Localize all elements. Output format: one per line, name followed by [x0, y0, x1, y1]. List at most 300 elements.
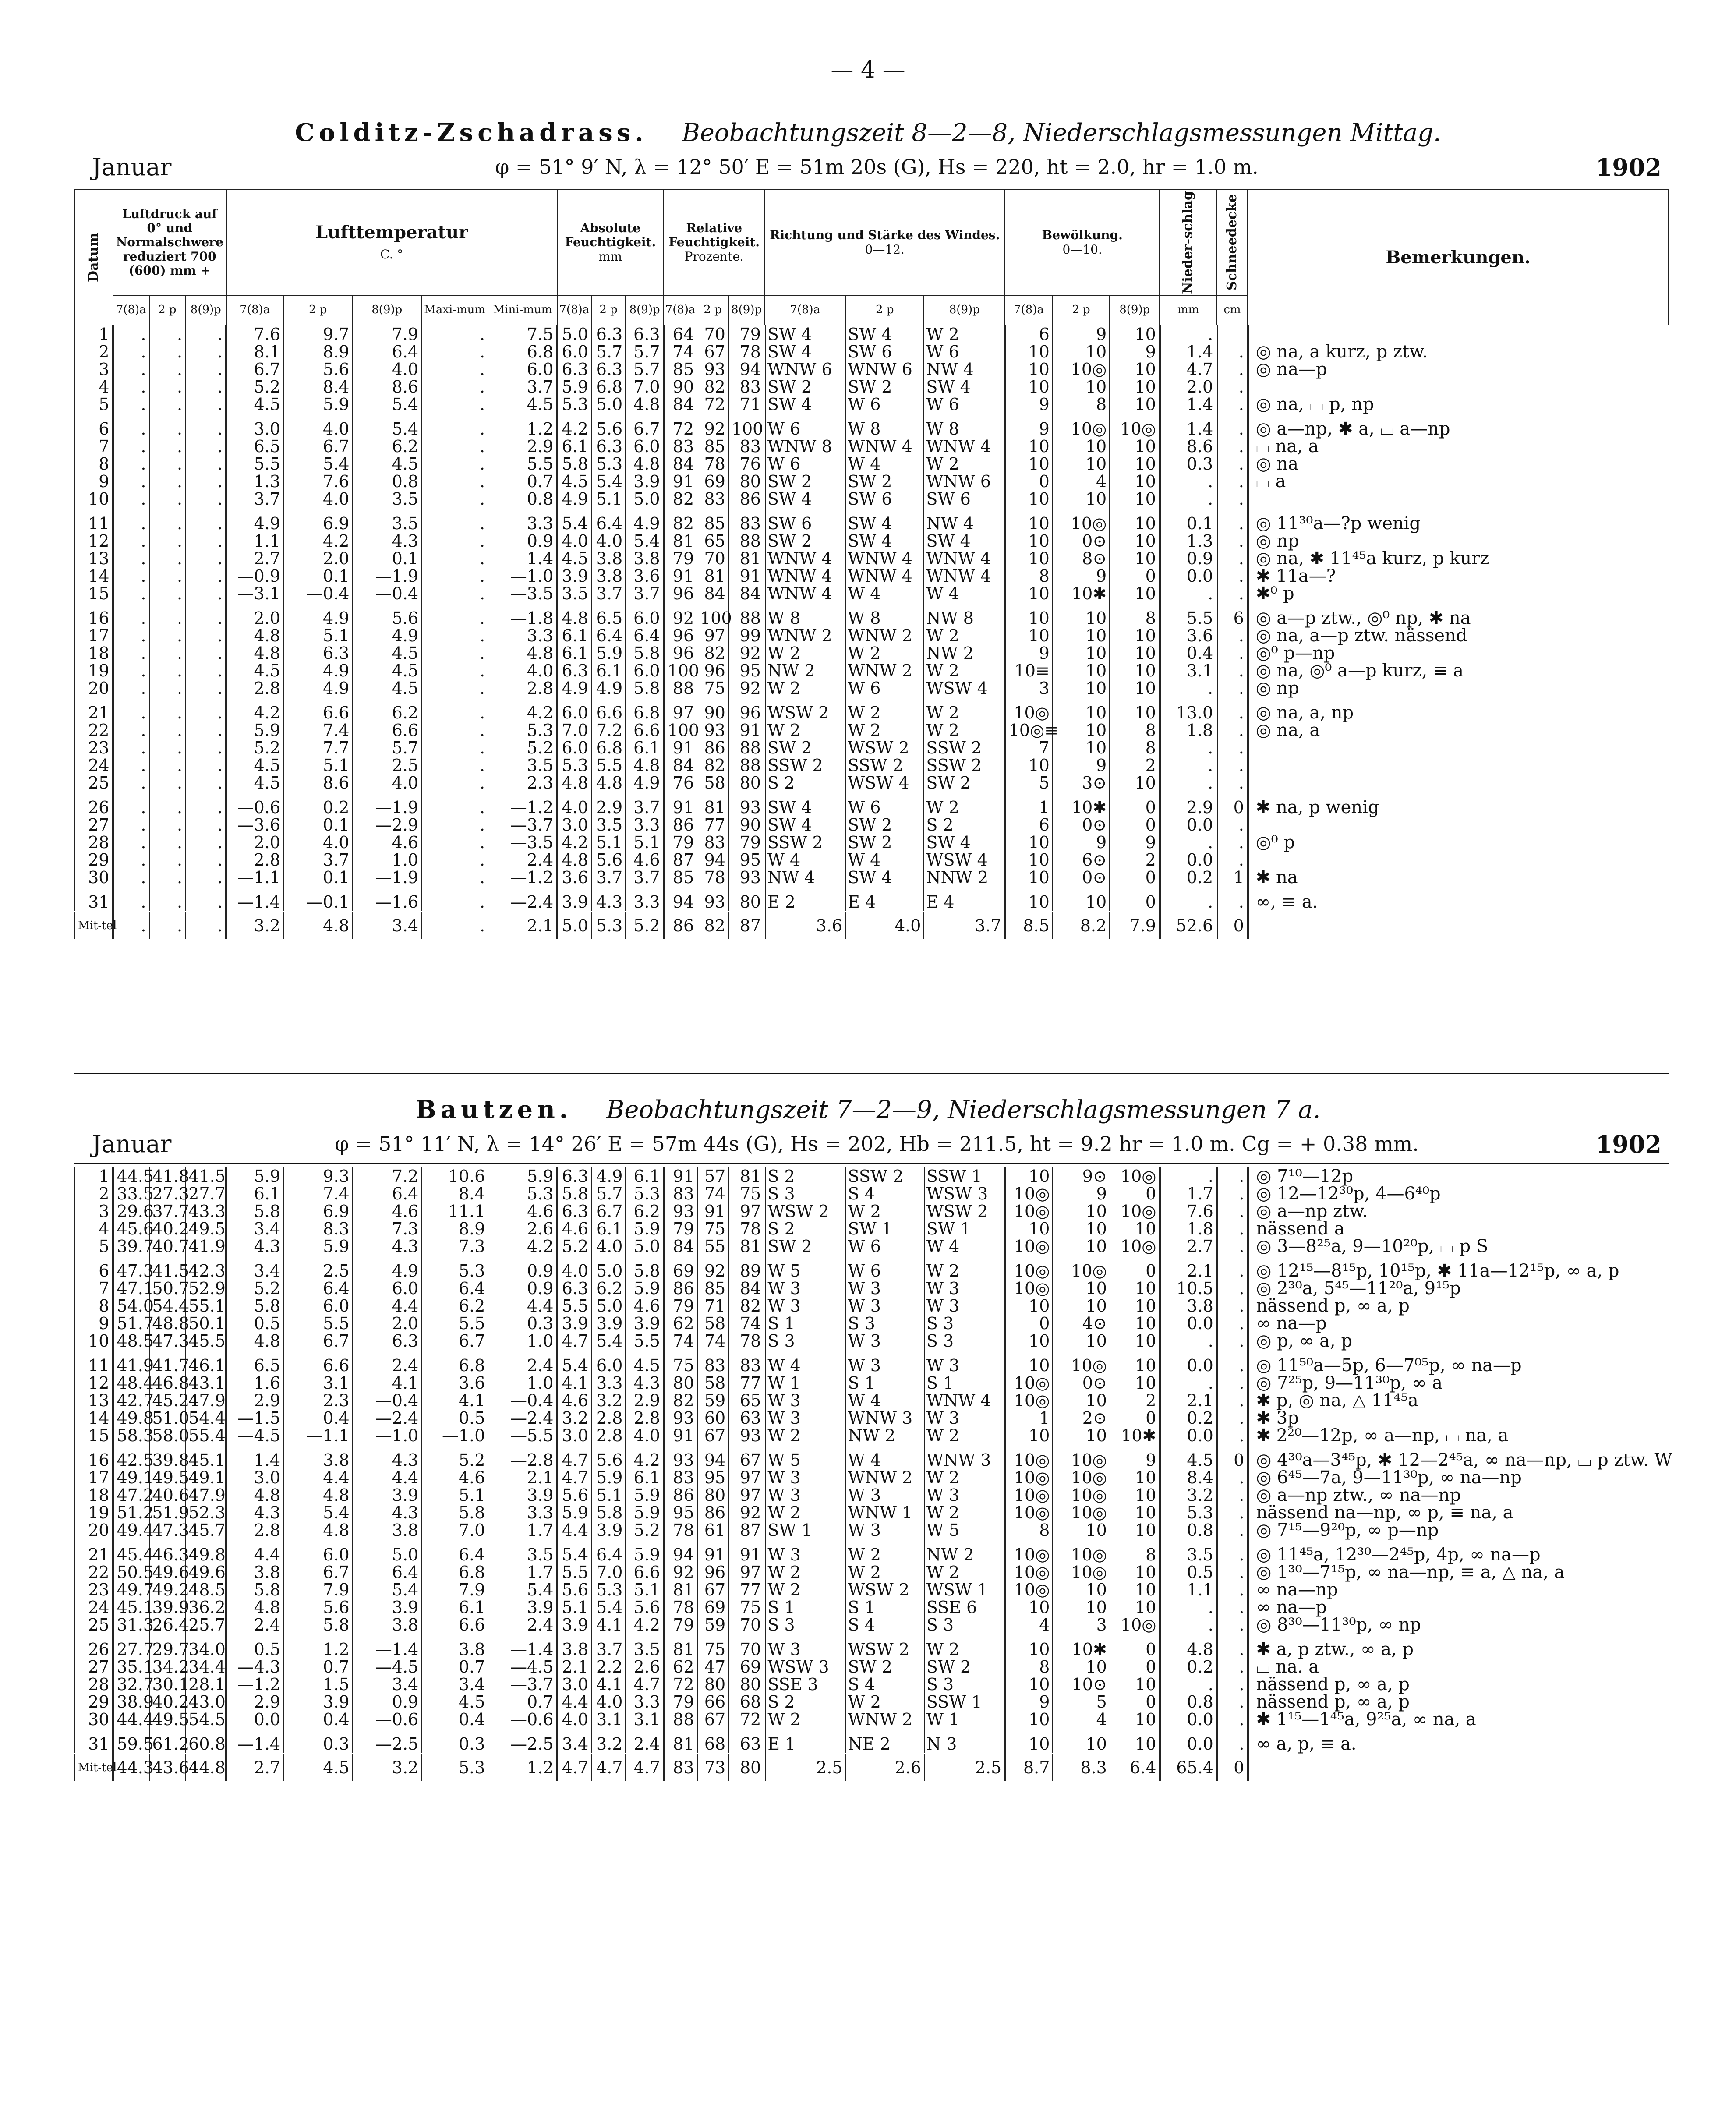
cell-remarks: ✱ na, p wenig: [1248, 792, 1669, 816]
cell-rel-78a: 96: [664, 644, 697, 662]
cell-t-78a: 4.4: [226, 1539, 283, 1563]
cell-wind-89p: WNW 4: [924, 550, 1005, 567]
cell-date: 22: [75, 1563, 113, 1581]
cell-abs-89p: 3.7: [626, 585, 664, 602]
cell-cloud-78a: 10: [1005, 1350, 1053, 1374]
cell-t-min: 0.9: [488, 532, 557, 550]
cell-p-89p: .: [185, 886, 226, 912]
cell-t-max: 3.6: [421, 1374, 488, 1392]
cell-rel-78a: 91: [664, 1167, 697, 1185]
cell-p-78a: 49.8: [113, 1409, 149, 1427]
cell-t-89p: 7.9: [352, 325, 421, 343]
cell-t-min: 4.2: [488, 697, 557, 722]
cell-cloud-78a: 10: [1005, 508, 1053, 532]
cell-precip: 3.2: [1160, 1486, 1217, 1504]
cell-rel-89p: 91: [728, 1539, 765, 1563]
cell-t-2p: 8.3: [283, 1220, 353, 1238]
cell-rel-78a: 83: [664, 1185, 697, 1203]
cell-wind-2p: S 3: [846, 1315, 924, 1332]
cell-abs-2p: 5.1: [591, 834, 626, 851]
cell-abs-89p: 5.9: [626, 1280, 664, 1297]
table-row: [75, 834, 1669, 851]
cell-cloud-2p: 10◎: [1053, 1350, 1110, 1374]
cell-p-89p: .: [185, 662, 226, 679]
cell-p-89p: .: [185, 396, 226, 413]
cell-abs-89p: 5.6: [626, 1599, 664, 1616]
cell-wind-2p: S 4: [846, 1616, 924, 1634]
cell-date: 24: [75, 757, 113, 774]
cell-cloud-89p: 10: [1110, 490, 1160, 508]
cell-cloud-78a: 10: [1005, 1332, 1053, 1350]
cell-abs-89p: 5.3: [626, 1185, 664, 1203]
cell-t-min: 6.0: [488, 361, 557, 378]
cell-wind-89p: SW 4: [924, 378, 1005, 396]
cell-abs-78a: 5.6: [557, 1581, 591, 1599]
cell-snow: .: [1217, 455, 1248, 473]
cell-wind-78a: E 2: [764, 886, 845, 912]
cell-date: 15: [75, 1427, 113, 1444]
cell-t-78a: 4.5: [226, 662, 283, 679]
cell-cloud-2p: 10: [1053, 1297, 1110, 1315]
cell-rel-78a: 76: [664, 774, 697, 792]
cell-p-89p: .: [185, 438, 226, 455]
cell-cloud-78a: 10: [1005, 1634, 1053, 1658]
cell-rel-78a: 64: [664, 325, 697, 343]
cell-t-2p: 3.9: [283, 1693, 353, 1711]
cell-snow: .: [1217, 1238, 1248, 1255]
cell-precip: 13.0: [1160, 697, 1216, 722]
cell-abs-89p: 3.1: [626, 1711, 664, 1728]
cell-wind-2p: SW 2: [845, 473, 924, 490]
cell-p-2p: 51.9: [149, 1504, 186, 1521]
cell-cloud-2p: 8.3: [1053, 1754, 1110, 1782]
cell-t-2p: 5.9: [283, 1238, 353, 1255]
cell-p-78a: 50.5: [113, 1563, 149, 1581]
cell-rel-89p: 91: [728, 567, 765, 585]
cell-wind-78a: SW 2: [764, 532, 845, 550]
cell-p-2p: .: [149, 644, 186, 662]
cell-abs-2p: 3.3: [591, 1374, 626, 1392]
cell-wind-2p: WSW 2: [846, 1634, 924, 1658]
cloud-label: Bewölkung.: [1042, 228, 1123, 243]
cell-t-78a: 4.3: [226, 1504, 283, 1521]
cell-precip: 8.4: [1160, 1469, 1217, 1486]
cell-abs-78a: 4.4: [557, 1521, 591, 1539]
table-row: [75, 396, 1669, 413]
cell-date: 20: [75, 679, 113, 697]
cell-rel-78a: 84: [664, 396, 697, 413]
cell-snow: .: [1217, 1427, 1248, 1444]
cell-p-89p: 52.3: [185, 1504, 226, 1521]
sub-max: Maxi-mum: [421, 295, 488, 325]
cell-rel-2p: 96: [697, 1563, 729, 1581]
cell-cloud-78a: 7: [1005, 739, 1053, 757]
cell-remarks: ◎ a—p ztw., ◎⁰ np, ✱ na: [1248, 602, 1669, 627]
cell-t-min: 2.4: [488, 1350, 557, 1374]
table-row: [75, 1280, 1669, 1297]
cell-cloud-78a: 0: [1005, 1315, 1053, 1332]
cell-t-min: 3.5: [488, 1539, 557, 1563]
cell-wind-89p: S 2: [924, 816, 1005, 834]
cell-rel-78a: 96: [664, 585, 697, 602]
cell-wind-2p: S 1: [846, 1599, 924, 1616]
cell-t-2p: 5.1: [283, 757, 353, 774]
cell-cloud-2p: 10: [1053, 602, 1110, 627]
cell-p-89p: .: [185, 869, 226, 886]
cell-t-78a: —4.3: [226, 1658, 283, 1676]
cell-p-89p: 55.1: [185, 1297, 226, 1315]
cell-wind-78a: WSW 3: [765, 1658, 846, 1676]
cell-p-89p: 44.8: [185, 1754, 226, 1782]
cell-t-max: .: [421, 792, 488, 816]
cell-cloud-2p: 10: [1053, 1599, 1110, 1616]
cell-cloud-78a: 10: [1005, 378, 1053, 396]
cell-abs-78a: 4.7: [557, 1469, 591, 1486]
table-row: [75, 550, 1669, 567]
cell-wind-78a: W 2: [765, 1581, 846, 1599]
cell-snow: 0: [1217, 792, 1248, 816]
cell-t-78a: 3.4: [226, 1255, 283, 1280]
cell-rel-78a: 78: [664, 1521, 697, 1539]
wind-label: Richtung und Stärke des Windes.: [770, 228, 1000, 243]
cell-rel-2p: 67: [697, 1711, 729, 1728]
cell-wind-89p: S 3: [924, 1315, 1005, 1332]
cell-t-89p: 4.3: [353, 1444, 422, 1469]
table-row: [75, 1599, 1669, 1616]
cell-t-78a: —1.2: [226, 1676, 283, 1693]
cell-wind-2p: WNW 3: [846, 1409, 924, 1427]
cell-precip: 3.8: [1160, 1297, 1217, 1315]
cell-t-89p: 2.4: [353, 1350, 422, 1374]
cell-rel-78a: 79: [664, 1693, 697, 1711]
cell-precip: 1.8: [1160, 722, 1216, 739]
cell-t-max: 0.7: [421, 1658, 488, 1676]
sub-2p: 2 p: [1053, 295, 1110, 325]
table-row: [75, 816, 1669, 834]
cell-t-2p: 9.7: [283, 325, 353, 343]
cell-abs-89p: 4.2: [626, 1616, 664, 1634]
cell-t-min: —0.6: [488, 1711, 557, 1728]
cell-cloud-2p: 10✱: [1053, 1634, 1110, 1658]
cell-wind-89p: NW 4: [924, 361, 1005, 378]
sub-78a: 7(8)a: [1005, 295, 1053, 325]
cell-t-max: .: [421, 627, 488, 644]
table-row: [75, 1563, 1669, 1581]
cell-p-89p: .: [185, 757, 226, 774]
cell-abs-2p: 3.1: [591, 1711, 626, 1728]
cell-t-2p: 5.6: [283, 1599, 353, 1616]
cell-cloud-2p: 10◎: [1053, 361, 1110, 378]
cell-date: 30: [75, 1711, 113, 1728]
cell-t-89p: 3.9: [353, 1486, 422, 1504]
cell-abs-2p: 7.0: [591, 1563, 626, 1581]
cell-rel-78a: 91: [664, 1427, 697, 1444]
cell-p-2p: .: [149, 473, 186, 490]
cell-remarks: nässend na—np, ∞ p, ≡ na, a: [1248, 1504, 1669, 1521]
year-label: 1902: [1595, 1130, 1662, 1158]
cell-rel-89p: 83: [728, 438, 765, 455]
cell-p-89p: .: [185, 532, 226, 550]
cell-wind-78a: WNW 4: [764, 550, 845, 567]
cell-abs-78a: 6.1: [557, 627, 591, 644]
table-row: [75, 1220, 1669, 1238]
cell-p-2p: 40.2: [149, 1220, 186, 1238]
cell-remarks: ◎ 11⁵⁰a—5p, 6—7⁰⁵p, ∞ na—p: [1248, 1350, 1669, 1374]
cell-rel-2p: 59: [697, 1392, 729, 1409]
cell-rel-2p: 92: [697, 413, 728, 438]
cell-remarks: ◎ na, ✱ 11⁴⁵a kurz, p kurz: [1248, 550, 1669, 567]
cell-date: Mit-tel: [75, 912, 113, 940]
cell-abs-78a: 5.9: [557, 378, 591, 396]
cell-abs-2p: 6.6: [591, 697, 626, 722]
cell-t-78a: 3.2: [226, 912, 283, 940]
sub-2p: 2 p: [697, 295, 728, 325]
cell-t-89p: 4.1: [353, 1374, 422, 1392]
cell-cloud-89p: 10◎: [1110, 413, 1160, 438]
cell-snow: .: [1217, 722, 1248, 739]
cell-p-78a: 42.5: [113, 1444, 149, 1469]
cell-rel-2p: 68: [697, 1728, 729, 1754]
cell-abs-89p: 5.9: [626, 1220, 664, 1238]
cell-precip: 8.6: [1160, 438, 1216, 455]
cell-t-2p: 0.2: [283, 792, 353, 816]
cell-t-max: 6.1: [421, 1599, 488, 1616]
sub-89p: 8(9)p: [626, 295, 664, 325]
cell-abs-2p: 6.4: [591, 627, 626, 644]
cell-date: 23: [75, 739, 113, 757]
observation-rows: [75, 1166, 1672, 1781]
cell-p-78a: 48.5: [113, 1332, 149, 1350]
cell-rel-78a: 74: [664, 1332, 697, 1350]
cell-p-78a: 48.4: [113, 1374, 149, 1392]
cell-t-89p: 4.5: [352, 662, 421, 679]
cell-remarks: ◎ 12¹⁵—8¹⁵p, 10¹⁵p, ✱ 11a—12¹⁵p, ∞ a, p: [1248, 1255, 1669, 1280]
cell-p-78a: 39.7: [113, 1238, 149, 1255]
cell-cloud-78a: 10: [1005, 834, 1053, 851]
cell-t-78a: 2.9: [226, 1392, 283, 1409]
cell-cloud-78a: 8.5: [1005, 912, 1053, 940]
cell-p-89p: .: [185, 550, 226, 567]
cell-rel-89p: 95: [728, 851, 765, 869]
cell-snow: .: [1217, 816, 1248, 834]
cell-abs-78a: 4.5: [557, 473, 591, 490]
cell-precip: 1.4: [1160, 343, 1216, 361]
cell-cloud-2p: 0⊙: [1053, 816, 1110, 834]
cell-abs-78a: 4.4: [557, 1693, 591, 1711]
cell-rel-89p: 97: [728, 1469, 765, 1486]
cell-rel-2p: 55: [697, 1238, 729, 1255]
cell-p-2p: .: [149, 490, 186, 508]
cell-p-2p: 39.9: [149, 1599, 186, 1616]
cell-abs-78a: 4.6: [557, 1392, 591, 1409]
cell-abs-2p: 6.4: [591, 1539, 626, 1563]
cell-t-2p: 6.3: [283, 644, 353, 662]
cell-p-89p: 41.9: [185, 1238, 226, 1255]
cell-rel-78a: 87: [664, 851, 697, 869]
cell-t-min: —3.5: [488, 585, 557, 602]
cell-t-min: —1.4: [488, 1634, 557, 1658]
cell-rel-78a: 83: [664, 1469, 697, 1486]
cell-t-min: 1.2: [488, 1754, 557, 1782]
cell-precip: 4.7: [1160, 361, 1216, 378]
cell-rel-2p: 72: [697, 396, 728, 413]
cell-snow: .: [1217, 1315, 1248, 1332]
cell-abs-78a: 6.3: [557, 1167, 591, 1185]
cell-date: 27: [75, 1658, 113, 1676]
observation-table-colditz: [74, 189, 1669, 939]
cell-snow: .: [1217, 1634, 1248, 1658]
cell-p-78a: 58.3: [113, 1427, 149, 1444]
cell-precip: .: [1160, 774, 1216, 792]
cell-rel-2p: 58: [697, 1374, 729, 1392]
cell-cloud-89p: 10: [1110, 1676, 1160, 1693]
cell-t-89p: 4.4: [353, 1469, 422, 1486]
cell-t-2p: 6.7: [283, 438, 353, 455]
sub-89p: 8(9)p: [1110, 295, 1160, 325]
cell-remarks: ◎ na, a, np: [1248, 697, 1669, 722]
cell-cloud-2p: 9: [1053, 567, 1110, 585]
cell-wind-89p: W 2: [924, 1504, 1005, 1521]
cell-abs-78a: 6.0: [557, 697, 591, 722]
cell-cloud-78a: 10: [1005, 1711, 1053, 1728]
cell-wind-2p: W 3: [846, 1486, 924, 1504]
cell-date: 11: [75, 1350, 113, 1374]
cell-p-89p: .: [185, 361, 226, 378]
cell-rel-2p: 67: [697, 1427, 729, 1444]
cell-t-78a: 8.1: [226, 343, 283, 361]
cell-cloud-89p: 9: [1110, 834, 1160, 851]
cell-p-78a: .: [113, 774, 149, 792]
cell-p-2p: .: [149, 343, 186, 361]
cell-wind-89p: N 3: [924, 1728, 1005, 1754]
cell-t-2p: 0.4: [283, 1409, 353, 1427]
cell-remarks: ◎ a—np ztw., ∞ na—np: [1248, 1486, 1669, 1504]
cell-p-89p: 49.6: [185, 1563, 226, 1581]
cell-t-2p: 6.9: [283, 508, 353, 532]
cell-snow: .: [1217, 1693, 1248, 1711]
cell-abs-89p: 3.7: [626, 869, 664, 886]
cell-cloud-2p: 0⊙: [1053, 532, 1110, 550]
cell-p-78a: 49.1: [113, 1469, 149, 1486]
cell-t-max: .: [421, 508, 488, 532]
cell-t-min: 0.9: [488, 1255, 557, 1280]
cell-rel-2p: 61: [697, 1521, 729, 1539]
cell-wind-89p: SSW 1: [924, 1693, 1005, 1711]
cell-p-89p: .: [185, 679, 226, 697]
cell-remarks: ◎ 7¹⁰—12p: [1248, 1167, 1669, 1185]
sub-89p: 8(9)p: [728, 295, 765, 325]
cell-cloud-2p: 8: [1053, 396, 1110, 413]
cell-abs-89p: 4.6: [626, 1297, 664, 1315]
cell-wind-78a: W 2: [764, 679, 845, 697]
cell-remarks: ✱ 3p: [1248, 1409, 1669, 1427]
cell-t-89p: 6.4: [353, 1563, 422, 1581]
cell-abs-89p: 4.7: [626, 1754, 664, 1782]
year-label: 1902: [1595, 153, 1662, 181]
cell-cloud-2p: 10◎: [1053, 1469, 1110, 1486]
cell-wind-2p: WNW 4: [845, 567, 924, 585]
cell-abs-89p: 2.9: [626, 1392, 664, 1409]
cell-t-78a: 5.9: [226, 722, 283, 739]
cell-rel-89p: 100: [728, 413, 765, 438]
cell-cloud-89p: 10: [1110, 1504, 1160, 1521]
cell-precip: .: [1160, 490, 1216, 508]
observation-table-bautzen: [74, 1166, 1672, 1781]
cell-rel-89p: 88: [728, 739, 765, 757]
cell-date: 28: [75, 1676, 113, 1693]
cell-t-max: 7.9: [421, 1581, 488, 1599]
cell-p-2p: 26.4: [149, 1616, 186, 1634]
table-row: [75, 1486, 1669, 1504]
cell-rel-89p: 84: [728, 585, 765, 602]
cell-rel-89p: 70: [728, 1616, 765, 1634]
cell-wind-78a: SW 4: [764, 490, 845, 508]
cell-abs-78a: 5.9: [557, 1504, 591, 1521]
cell-wind-2p: W 4: [845, 455, 924, 473]
cell-cloud-78a: 10: [1005, 1297, 1053, 1315]
abs-unit: mm: [598, 249, 622, 264]
cell-abs-2p: 5.0: [591, 1297, 626, 1315]
cell-precip: .: [1160, 739, 1216, 757]
cell-t-max: .: [421, 455, 488, 473]
cell-cloud-89p: 10: [1110, 1486, 1160, 1504]
cell-wind-78a: SSW 2: [764, 757, 845, 774]
cell-rel-78a: 91: [664, 473, 697, 490]
cell-t-78a: 3.8: [226, 1563, 283, 1581]
cell-date: 2: [75, 1185, 113, 1203]
cell-abs-89p: 5.8: [626, 679, 664, 697]
cell-abs-89p: 2.6: [626, 1658, 664, 1676]
cell-wind-2p: W 6: [845, 679, 924, 697]
cell-t-max: —1.0: [421, 1427, 488, 1444]
cell-date: 19: [75, 1504, 113, 1521]
cell-wind-78a: S 1: [765, 1599, 846, 1616]
cell-date: 9: [75, 473, 113, 490]
cell-precip: 0.0: [1160, 1315, 1217, 1332]
cell-snow: .: [1217, 757, 1248, 774]
cell-cloud-89p: 10✱: [1110, 1427, 1160, 1444]
cell-t-min: 4.0: [488, 662, 557, 679]
cell-rel-2p: 69: [697, 473, 728, 490]
cell-date: 7: [75, 438, 113, 455]
cell-p-89p: 27.7: [185, 1185, 226, 1203]
cell-p-2p: .: [149, 834, 186, 851]
cell-t-max: 6.4: [421, 1539, 488, 1563]
cell-t-78a: 2.8: [226, 1521, 283, 1539]
table-row: [75, 1392, 1669, 1409]
col-pressure: Luftdruck auf 0° und Normalschwere reduziert 700 (600) mm +: [113, 190, 226, 295]
cell-cloud-2p: 9⊙: [1053, 1167, 1110, 1185]
cell-precip: .: [1160, 473, 1216, 490]
cell-remarks: ◎ 6⁴⁵—7a, 9—11³⁰p, ∞ na—np: [1248, 1469, 1669, 1486]
cell-precip: 10.5: [1160, 1280, 1217, 1297]
cell-t-2p: 1.2: [283, 1634, 353, 1658]
cell-p-89p: 43.1: [185, 1374, 226, 1392]
cell-p-89p: 45.7: [185, 1521, 226, 1539]
cell-p-89p: 46.1: [185, 1350, 226, 1374]
cell-t-2p: 4.9: [283, 679, 353, 697]
cell-abs-2p: 3.7: [591, 585, 626, 602]
cell-p-89p: 43.3: [185, 1203, 226, 1220]
cell-p-2p: 39.8: [149, 1444, 186, 1469]
cell-p-2p: 49.6: [149, 1563, 186, 1581]
cell-snow: .: [1217, 378, 1248, 396]
cell-cloud-89p: 9: [1110, 343, 1160, 361]
cell-precip: 2.7: [1160, 1238, 1217, 1255]
cell-t-max: .: [421, 378, 488, 396]
cell-p-2p: .: [149, 550, 186, 567]
cell-cloud-2p: 10: [1053, 438, 1110, 455]
